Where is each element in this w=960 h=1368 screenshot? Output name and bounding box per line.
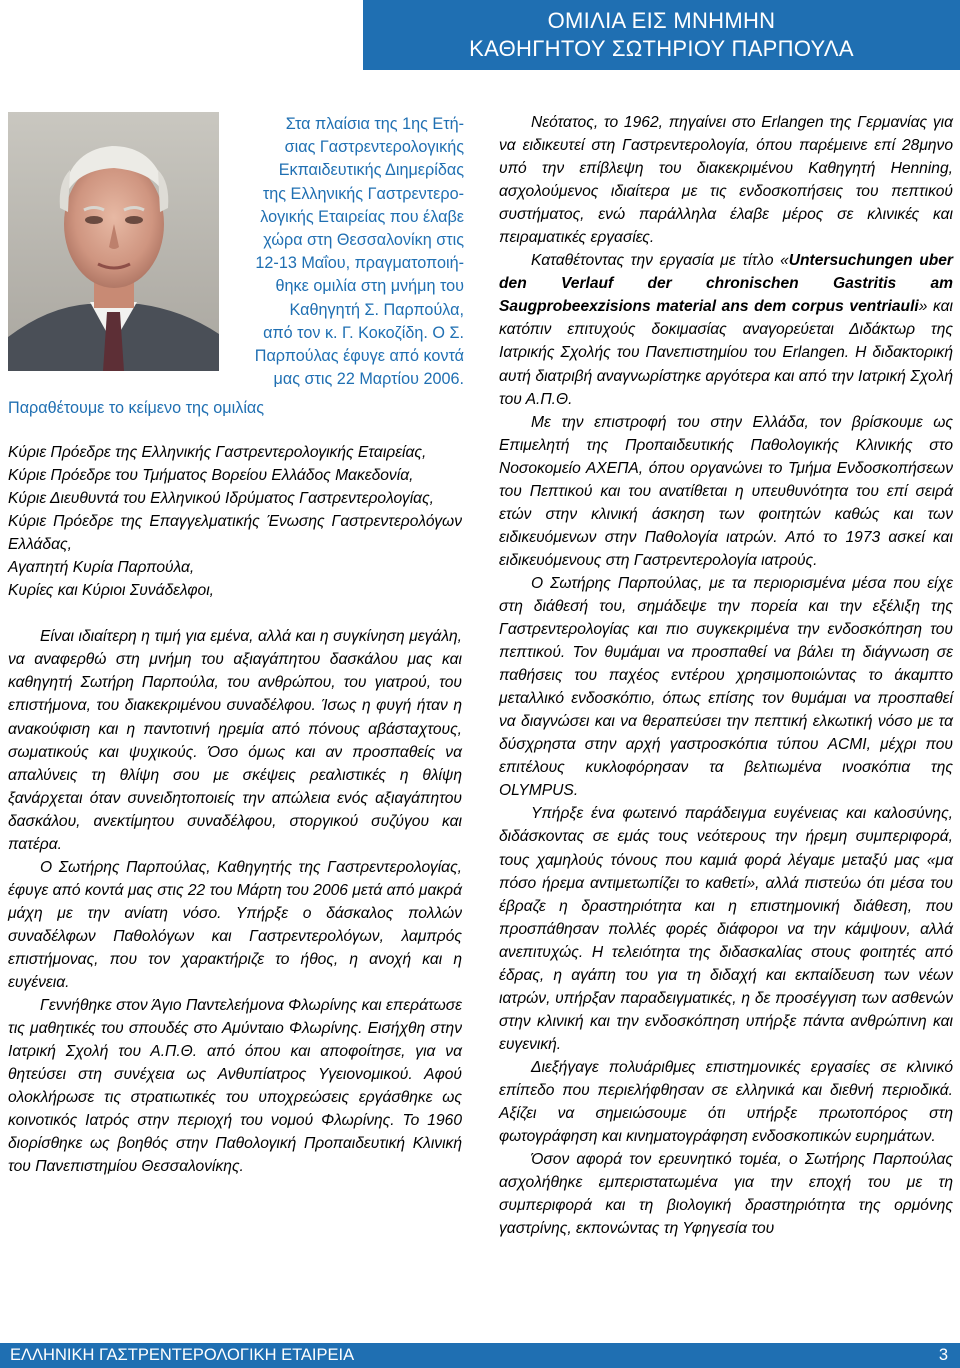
portrait-photo [8, 112, 219, 371]
intro-line: Στα πλαίσια της 1ης Ετή- [285, 115, 464, 133]
intro-line: θηκε ομιλία στη μνήμη του [275, 277, 464, 296]
greeting-line: Κύριε Πρόεδρε της Ελληνικής Γαστρεντερολογικής Εταιρείας, [8, 444, 427, 461]
body-paragraph: Ο Σωτήρης Παρπούλας, Καθηγητής της Γαστρεντερολογίας, έφυγε από κοντά μας στις 22 του Μάρτη του 2006 μετά από μακρά μάχη με την ανίατη νόσο. Υπήρξε ο δάσκαλος πολλών συναδέλφων Παθολόγων και Γαστρεντερολόγων, λαμπρός επιστήμονας, που τον χαρακτήριζε το ήθος, η ανοχή και η ευγένεια. [8, 858, 462, 992]
greeting-line: Κύριε Πρόεδρε του Τμήματος Βορείου Ελλάδος Μακεδονία, [8, 467, 414, 485]
body-paragraph: Διεξήγαγε πολυάριθμες επιστημονικές εργασίες σε κλινικό επίπεδο που περιελήφθησαν σε ελληνικά και διεθνή περιοδικά. Αξίζει να σημειώσουμε ότι υπήρξε πρωτοπόρος στη φωτογράφηση και κινηματογράφηση ενδοσκοπικών ευρημάτων. [499, 1058, 953, 1146]
header-title-line1: ΟΜΙΛΙΑ ΕΙΣ ΜΝΗΜΗΝ [547, 8, 776, 33]
footer-bar [0, 1343, 960, 1368]
intro-continuation: Παραθέτουμε το κείμενο της ομιλίας [8, 399, 265, 417]
intro-line: Παρπούλας έφυγε από κοντά [254, 347, 464, 366]
dissertation-title: Untersuchungen uber den Verlauf der chronischen Gastritis am Saugprobeexzisions material ans dem corpus ventriauli [499, 252, 953, 316]
body-paragraph: Είναι ιδιαίτερη η τιμή για εμένα, αλλά και η συγκίνηση μεγάλη, να αναφερθώ στη μνήμη του αξιαγάπητου δασκάλου μας και καθηγητή Σωτήρη Παρπούλα, του ανθρώπου, του γιατρού, του επιστήμονα, του διακεκριμένου συναδέλφου. Ίσως η φυγή ήταν η ανακούφιση και η παντοτινή ηρεμία από πόνους αβάσταχτους, σωματικούς και ψυχικούς. Όσο όμως και αν προσπαθείς να απαλύνεις τη θλίψη σου με σκέψεις ρεαλιστικές η θλίψη ξανάρχεται όταν συνειδητοποιείς την απώλεια ενός αξιαγάπητου δασκάλου, ανεκτίμητου συναδέλφου, στοργικού συζύγου και πατέρα. [8, 628, 462, 853]
header-bar [363, 0, 960, 70]
body-paragraph: Όσον αφορά τον ερευνητικό τομέα, ο Σωτήρης Παρπούλας ασχολήθηκε εμπεριστατωμένα για την εποχή του με τη συμπεριφορά και τη βιολογική δραστηριότητα της ορμόνης γαστρίνης, εκπονώντας τη Υφηγεσία του [499, 1151, 953, 1238]
body-paragraph: Με την επιστροφή του στην Ελλάδα, τον βρίσκουμε ως Επιμελητή της Προπαιδευτικής Παθολογικής Κλινικής στο Νοσοκομείο ΑΧΕΠΑ, όπου οργανώνει το Τμήμα Ενδοσκοπήσεων του Πεπτικού και του ανατίθεται η υπευθυνότητα του επί σειρά ετών στην κλινική άσκηση των φοιτητών καθώς και των ειδικευόμενων στην Παθολογία ιατρών. Από το 1973 ασκεί και ειδικευόμενους στη Γαστρεντερολογία ιατρούς. [499, 413, 953, 569]
body-paragraph [499, 249, 953, 410]
header-title-line2: ΚΑΘΗΓΗΤΟΥ ΣΩΤΗΡΙΟΥ ΠΑΡΠΟΥΛΑ [469, 36, 854, 61]
greeting-line: Κυρίες και Κύριοι Συνάδελφοι, [8, 582, 215, 600]
greeting-line: Κύριε Πρόεδρε της Επαγγελματικής Ένωσης Γαστρεντερολόγων Ελλάδας, [8, 513, 462, 554]
intro-block [224, 113, 464, 391]
intro-line: λογικής Εταιρείας που έλαβε [260, 207, 464, 226]
greeting-line: Κύριε Διευθυντά του Ελληνικού Ιδρύματος Γαστρεντερολογίας, [8, 490, 434, 508]
footer-society-name: ΕΛΛΗΝΙΚΗ ΓΑΣΤΡΕΝΤΕΡΟΛΟΓΙΚΗ ΕΤΑΙΡΕΙΑ [10, 1346, 355, 1364]
body-paragraph: Υπήρξε ένα φωτεινό παράδειγμα ευγένειας και καλοσύνης, διδάσκοντας σε εμάς τους νεότερους την ήρεμη συμπεριφορά, τους χαμηλούς τόνους που καμιά φορά λέγαμε μεταξύ μας «μα πόσο ήρεμα αντιμετωπίζει το καθετί», αλλά πιστεύω ότι μέσα του έβραζε η δραστηριότητα και η επιστημονική διάθεση, που προσπάθησαν πολλές φορές διάφοροι να την κάμψουν, αλλά ανεπιτυχώς. Η τελειότητα της διδασκαλίας στους φοιτητές από έδρας, η αγάπη του για τη διδαχή και εκπαίδευση των νέων ιατρών, υπήρξαν παραδειγματικές, η δε προσέγγιση των ασθενών στην κλινική και την ενδοσκόπηση υπήρξε πάντα ανθρώπινη και ευγενική. [499, 805, 953, 1053]
body-paragraph: Ο Σωτήρης Παρπούλας, με τα περιορισμένα μέσα που είχε στη διάθεσή του, σημάδεψε την πορεία και την εξέλιξη της Γαστρεντερολογίας και πιο συγκεκριμένα την ενδοσκόπηση του πεπτικού. Τον θυμάμαι να προσπαθεί να βάλει τη διάγνωση σε παθήσεις του παχέος εντέρου χρησιμοποιώντας το άκαμπτο μεταλλικό ενδοσκόπιο, όπως επίσης τον θυμάμαι να προσπαθεί να διαγνώσει και να θεραπεύσει την πεπτική ελκωτική νόσο με τα δύσχρηστα στην αρχή γαστροσκόπια τύπου ACMI, μέχρι που επιτέλους κυκλοφόρησαν τα βελτιωμένα ινοσκόπια της OLYMPUS. [499, 574, 953, 800]
intro-line: σιας Γαστρεντερολογικής [284, 138, 464, 157]
body-paragraph: Νεότατος, το 1962, πηγαίνει στο Erlangen της Γερμανίας για να ειδικευτεί στη Γαστρεντερολογία, όπου παρέμεινε επί 28μηνο υπό την επίβλεψη του διακεκριμένου Καθηγητή Henning, ασχολούμενος ιδιαίτερα με τις ενδοσκοπήσεις του πεπτικού συστήματος, ενώ παράλληλα έλαβε μέρος σε κλινικές και πειραματικές εργασίες. [499, 114, 953, 247]
intro-line: χώρα στη Θεσσαλονίκη στις [263, 231, 464, 250]
body-paragraph: Γεννήθηκε στον Άγιο Παντελεήμονα Φλωρίνης και επεράτωσε τις μαθητικές του σπουδές στο Αμύνταιο Φλωρίνης. Εισήχθη στην Ιατρική Σχολή του Α.Π.Θ. από όπου και αποφοίτησε, για να θητεύσει στη συνέχεια ως Ανθυπίατρος Υγειονομικού. Αφού ολοκλήρωσε τις στρατιωτικές του υποχρεώσεις εργάσθηκε ως κοινοτικός Ιατρός στην περιοχή του νομού Φλωρίνης. Το 1960 διορίσθηκε ως βοηθός στην Παθολογική Προπαιδευτική Κλινική του Πανεπιστημίου Θεσσαλονίκης. [8, 997, 462, 1176]
text-span: » και κατόπιν επιτυχούς δοκιμασίας αναγορεύεται Διδάκτωρ της Ιατρικής Σχολής του Πανεπιστημίου του Erlangen. Η διδακτορική αυτή διατριβή αναγνωρίστηκε αργότερα και από την Ιατρική Σχολή του Α.Π.Θ. [499, 298, 953, 408]
text-span: Καταθέτοντας την εργασία με τίτλο « [531, 252, 789, 270]
intro-line: 12-13 Μαΐου, πραγματοποιή- [255, 254, 464, 273]
greetings [8, 441, 462, 602]
intro-line: από τον κ. Γ. Κοκοζίδη. Ο Σ. [263, 323, 464, 342]
intro-line: μας στις 22 Μαρτίου 2006. [273, 370, 464, 389]
intro-line: Καθηγητή Σ. Παρπούλα, [289, 300, 464, 319]
page-number: 3 [938, 1346, 948, 1364]
right-column [499, 111, 953, 1240]
intro-line: της Ελληνικής Γαστρεντερο- [262, 184, 464, 203]
left-column [8, 441, 462, 1178]
greeting-line: Αγαπητή Κυρία Παρπούλα, [8, 559, 195, 577]
intro-line: Εκπαιδευτικής Διημερίδας [278, 161, 464, 180]
